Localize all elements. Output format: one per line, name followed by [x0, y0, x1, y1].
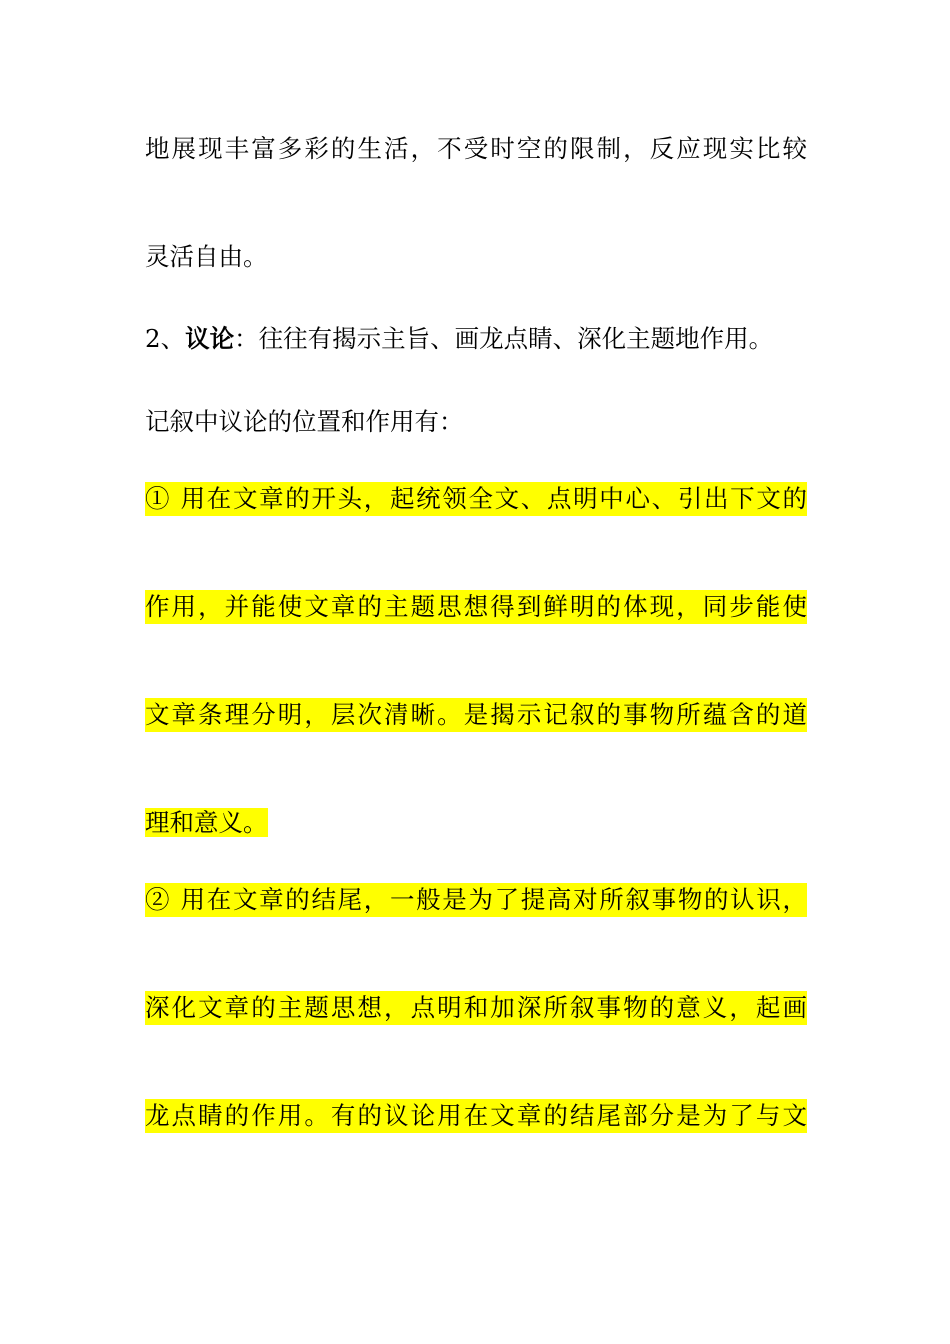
- highlighted-line: 深化文章的主题思想，点明和加深所叙事物的意义，起画: [145, 991, 807, 1025]
- highlighted-line: [145, 806, 268, 840]
- item-term: 议论: [185, 324, 235, 353]
- item-colon: ：: [234, 324, 259, 353]
- highlighted-line: 作用，并能使文章的主题思想得到鲜明的体现，同步能使: [145, 590, 807, 624]
- paragraph-line: 地展现丰富多彩的生活，不受时空的限制，反应现实比较: [145, 134, 807, 163]
- highlighted-line: ① 用在文章的开头，起统领全文、点明中心、引出下文的: [145, 482, 807, 516]
- item-description: 往往有揭示主旨、画龙点睛、深化主题地作用。: [258, 324, 774, 353]
- paragraph-line: 记叙中议论的位置和作用有：: [145, 407, 464, 436]
- highlighted-line: 龙点睛的作用。有的议论用在文章的结尾部分是为了与文: [145, 1099, 807, 1133]
- section-heading-discussion: [145, 322, 807, 356]
- highlighted-line: 文章条理分明，层次清晰。是揭示记叙的事物所蕴含的道: [145, 698, 807, 732]
- item-number: 2、: [145, 324, 186, 353]
- highlighted-line: ② 用在文章的结尾，一般是为了提高对所叙事物的认识，: [145, 883, 807, 917]
- paragraph-line: 灵活自由。: [145, 242, 268, 271]
- highlighted-text: 理和意义。: [145, 808, 268, 837]
